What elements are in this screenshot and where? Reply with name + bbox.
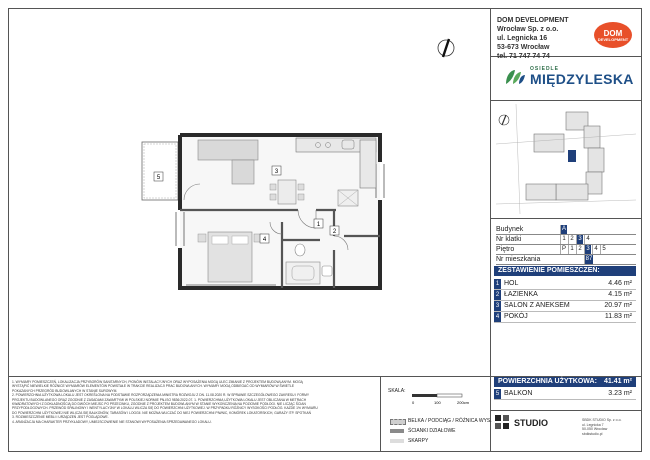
room-row <box>494 279 636 290</box>
studio-detail-line: 50-050 Wrocław <box>582 427 608 431</box>
room-area: 4.15 m² <box>608 291 632 298</box>
legend-label: ŚCIANKI DZIAŁOWE <box>408 428 456 434</box>
room-area: 11.83 m² <box>604 313 632 320</box>
flat-number-label: Nr mieszkania <box>496 256 541 263</box>
stair-row <box>496 235 636 245</box>
legend-swatch <box>390 429 404 433</box>
floor-value-p: P <box>561 246 566 252</box>
balcony-number: 5 <box>495 391 500 397</box>
company-phone: tel. 71 747 74 74 <box>497 53 550 60</box>
plan-label-3: 3 <box>274 169 279 175</box>
balcony-outline <box>142 142 178 200</box>
floor-row <box>496 245 636 255</box>
note-line: 2. POWIERZCHNIA UŻYTKOWA LOKALU JEST OKREŚLONA NA PODSTAWIE ROZPORZĄDZENIA MINISTRA ROZWOJU Z DN. 11.08.2020 R. W SPRAWIE SZCZEGÓŁOWEGO ZAKRESU I FORMY <box>12 393 310 398</box>
divider-estate <box>490 100 642 101</box>
flat-number-row <box>496 255 636 265</box>
logo-subtext: DEVELOPMENT <box>597 37 629 42</box>
studio-detail-line: SBDK STUDIO Sp. z o.o. <box>582 418 622 422</box>
note-line: DO POWIERZCHNI UŻYTKOWEJ NIE WLICZA SIĘ BALKONÓW, TARASÓW I LOGGII. NIE MOŻNA WLICZAĆ DO NIEJ POWIERZCHNI PIWNIC, KOMÓREK LOKATORSKICH, GARAŻY ITP. SPOTKAŃ <box>12 410 311 415</box>
sofa-icon <box>198 140 258 160</box>
company-city: 53-673 Wrocław <box>497 44 550 51</box>
stair-label: Nr klatki <box>496 236 522 243</box>
building-value: A <box>561 226 566 232</box>
legend-label: SKARPY <box>408 438 429 444</box>
legend <box>388 416 492 446</box>
note-line: 4. ARANŻACJA MA CHARAKTER PRZYKŁADOWY, UMIEJSCOWIENIE NIE STANOWI WYPOSAŻENIA SPRZEDAWANEGO LOKALU. <box>12 419 212 424</box>
estate-leaf-icon <box>504 68 526 86</box>
rooms-table <box>494 279 636 323</box>
room-number: 4 <box>495 314 500 320</box>
room-name: ŁAZIENKA <box>504 291 538 298</box>
plan-label-2: 2 <box>332 229 337 235</box>
company-line2: Wrocław Sp. z o.o. <box>497 26 559 33</box>
key-plan <box>496 104 636 214</box>
room-number: 3 <box>495 303 500 309</box>
plan-label-1: 1 <box>316 222 321 228</box>
toilet-icon <box>295 244 305 256</box>
divider-notes <box>380 376 381 452</box>
studio-details <box>582 418 621 436</box>
logo-text: DOM <box>603 29 623 38</box>
legend-label: BELKA / PODCIĄG / RÓŻNICA WYS. <box>408 418 492 424</box>
floor-value-3: 3 <box>584 245 591 254</box>
room-name: SALON Z ANEKSEM <box>504 302 570 309</box>
company-logo <box>594 22 632 48</box>
north-arrow-icon <box>438 39 454 57</box>
company-name: DOM DEVELOPMENT <box>497 17 569 24</box>
floor-value-2: 2 <box>576 245 583 254</box>
note-line: 3. ROZMIESZCZENIE MEBLI I URZĄDZEŃ JEST POGLĄDOWE. <box>12 415 109 420</box>
note-line: POKAZANYCH PRZEGRÓD BUDOWLANYCH W STANIE SUROWYM. <box>12 388 118 393</box>
company-block <box>497 16 569 61</box>
scale-tick-0: 0 <box>412 400 415 405</box>
kitchen-counter-side <box>360 140 376 188</box>
notes-block <box>12 380 374 424</box>
legend-item <box>388 416 492 426</box>
usable-area-row <box>494 377 636 387</box>
scale-tick-100: 100 <box>434 400 441 405</box>
note-line: PROJEKTU BUDOWLANEGO ORAZ ZGODNIE Z ZASADAMI ZAWARTYMI W POLSKIEJ NORMIE PN-ISO 9836:2022-07. 1. POWIERZCHNIA UŻYTKOWA LOKALU JEST OBLICZANA W METRACH <box>12 397 307 402</box>
stair-value-3: 3 <box>576 235 583 244</box>
legend-item <box>388 426 492 436</box>
washbasin-icon <box>322 266 332 276</box>
plan-label-4: 4 <box>262 237 267 243</box>
bathtub-icon <box>286 262 320 284</box>
balcony-row <box>494 389 636 400</box>
estate-name: MIĘDZYLESKA <box>530 71 634 87</box>
note-line: 1. WYMIARY POMIESZCZEŃ, LOKALIZACJA PRZYBORÓW SANITARNYCH, PIONÓW INSTALACYJNYCH ORAZ WYPOSAŻENIA MOGĄ ULEC ZMIANIE Z PROJEKTEM BUDOWLANYM. MOGĄ <box>12 380 303 384</box>
legend-swatch <box>390 439 404 443</box>
usable-area-label: POWIERZCHNIA UŻYTKOWA: <box>498 378 597 385</box>
note-line: KWADRATOWYCH Z DOKŁADNOŚCIĄ DO DWÓCH MIEJSC PO PRZECINKU, ZGODNIE Z PROJEKTEM BUDOWLANYM W STANIE WYKOŃCZENIA NA POZIOMIE PODŁOGI. NIE LICZĄC ŚCIAN <box>12 402 306 407</box>
room-name: POKÓJ <box>504 313 528 320</box>
note-line: WYSTĄPIĆ NIEWIELKIE RÓŻNICE WYMIARÓW ELEMENTÓW POWSTAŁE W TRAKCIE REALIZACJI PRAC BUDOWLANYCH. WYMIARY MOGĄ ODBIEGAĆ OD WYMIARÓW W ŚWIETLE <box>12 384 295 389</box>
balcony-name: BALKON <box>504 390 533 397</box>
stair-value-2: 2 <box>568 235 575 244</box>
dining-table-icon <box>278 180 296 204</box>
legend-swatch <box>390 419 406 425</box>
scale-tick-200: 200cm <box>457 400 470 405</box>
company-street: ul. Legnicka 16 <box>497 35 548 42</box>
floor-value-4: 4 <box>592 245 599 254</box>
studio-name: STUDIO <box>514 418 549 428</box>
divider-keyplan <box>490 218 642 219</box>
plan-label-5: 5 <box>156 175 161 181</box>
floor-label: Piętro <box>496 246 515 253</box>
room-number: 2 <box>495 292 500 298</box>
balcony-table <box>494 389 636 400</box>
stair-value-4: 4 <box>584 235 591 244</box>
scale-bar <box>410 392 476 408</box>
building-label: Budynek <box>496 226 524 233</box>
scale-label: SKALA: <box>388 388 406 394</box>
studio-logo-icon <box>494 414 510 430</box>
legend-item <box>388 436 492 446</box>
room-area: 20.97 m² <box>604 302 632 309</box>
balcony-area: 3.23 m² <box>608 390 632 397</box>
estate-logo <box>504 66 634 92</box>
building-row <box>496 225 636 235</box>
divider-studio <box>490 410 642 411</box>
room-number: 1 <box>495 281 500 287</box>
estate-prefix: OSIEDLE <box>530 66 559 72</box>
stair-value-1: 1 <box>560 235 567 244</box>
room-row <box>494 312 636 323</box>
room-row <box>494 301 636 312</box>
floor-value-1: 1 <box>568 245 575 254</box>
room-name: HOL <box>504 280 519 287</box>
usable-area-value: 41.41 m² <box>603 378 632 385</box>
flat-number-value: 87 <box>585 256 593 262</box>
note-line: PRZYPODŁOGOWYCH. PRZEWÓD SPALINOWY I WENTYLACYJNY W LOKALU WLICZA SIĘ DO POWIERZCHNI UŻYTKOWEJ. W PRZYPADKU RÓŻNICY WYSOKOŚCI PODŁÓG. KAŻDE 1% WYMIARU <box>12 406 318 411</box>
rooms-heading: ZESTAWIENIE POMIESZCZEŃ: <box>494 266 636 276</box>
studio-detail-line: sbdkstudio.pl <box>582 431 603 436</box>
room-area: 4.46 m² <box>608 280 632 287</box>
room-row <box>494 290 636 301</box>
floor-value-5: 5 <box>600 245 607 254</box>
studio-detail-line: ul. Legnicka 7 <box>582 422 604 427</box>
title-block-divider <box>490 8 491 452</box>
key-plan-flat-marker <box>568 150 576 162</box>
flat-info-table <box>496 225 636 265</box>
